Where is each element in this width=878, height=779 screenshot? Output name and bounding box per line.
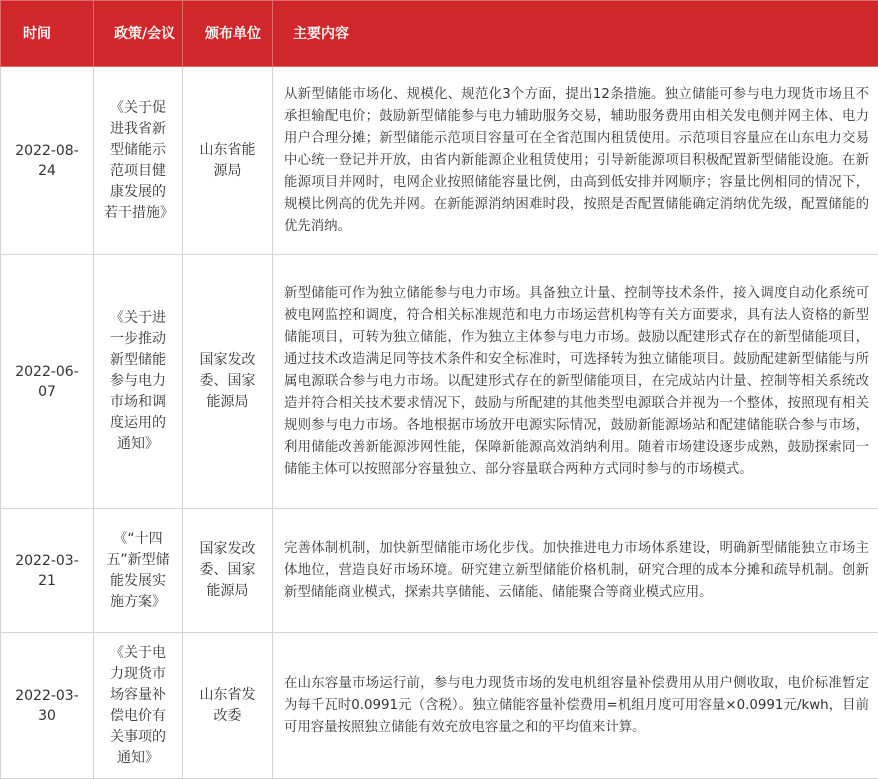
table-row	[1, 255, 878, 509]
issuer-cell: 山东省发改委	[183, 633, 273, 779]
issuer-cell: 国家发改委、国家能源局	[183, 509, 273, 633]
header-time: 时间	[1, 1, 94, 67]
table-row	[1, 633, 878, 779]
content-cell: 从新型储能市场化、规模化、规范化3个方面，提出12条措施。独立储能可参与电力现货市场且不承担输配电价；鼓励新型储能参与电力辅助服务交易，辅助服务费用由相关发电侧并网主体、电力用户合理分摊；新型储能示范项目容量可在全省范围内租赁使用。示范项目容量应在山东电力交易中心统一登记并开放，由省内新能源企业租赁使用；引导新能源项目积极配置新型储能设施。在新能源项目并网时，电网企业按照储能容量比例，由高到低安排并网顺序；容量比例相同的情况下，规模比例高的优先并网。在新能源消纳困难时段，按照是否配置储能确定消纳优先级，配置储能的优先消纳。	[273, 67, 878, 255]
header-content: 主要内容	[273, 1, 878, 67]
issuer-cell: 国家发改委、国家能源局	[183, 255, 273, 509]
table-row	[1, 509, 878, 633]
table-header-row	[1, 1, 878, 67]
issuer-cell: 山东省能源局	[183, 67, 273, 255]
content-cell: 新型储能可作为独立储能参与电力市场。具备独立计量、控制等技术条件，接入调度自动化系统可被电网监控和调度，符合相关标准规范和电力市场运营机构等有关方面要求，具有法人资格的新型储能项目，可转为独立储能，作为独立主体参与电力市场。鼓励以配建形式存在的新型储能项目，通过技术改造满足同等技术条件和安全标准时，可选择转为独立储能项目。鼓励配建新型储能与所属电源联合参与电力市场。以配建形式存在的新型储能项目，在完成站内计量、控制等相关系统改造并符合相关技术要求情况下，鼓励与所配建的其他类型电源联合并视为一个整体，按照现有相关规则参与电力市场。各地根据市场放开电源实际情况，鼓励新能源场站和配建储能联合参与市场，利用储能改善新能源涉网性能，保障新能源高效消纳利用。随着市场建设逐步成熟，鼓励探索同一储能主体可以按照部分容量独立、部分容量联合两种方式同时参与的市场模式。	[273, 255, 878, 509]
content-cell: 完善体制机制，加快新型储能市场化步伐。加快推进电力市场体系建设，明确新型储能独立市场主体地位，营造良好市场环境。研究建立新型储能价格机制，研究合理的成本分摊和疏导机制。创新新型储能商业模式，探索共享储能、云储能、储能聚合等商业模式应用。	[273, 509, 878, 633]
header-policy: 政策/会议	[94, 1, 183, 67]
date-cell: 2022-03-30	[1, 633, 94, 779]
date-cell: 2022-03-21	[1, 509, 94, 633]
policy-cell: 《“十四五”新型储能发展实施方案》	[94, 509, 183, 633]
date-cell: 2022-06-07	[1, 255, 94, 509]
table-row	[1, 67, 878, 255]
header-issuer: 颁布单位	[183, 1, 273, 67]
content-cell: 在山东容量市场运行前，参与电力现货市场的发电机组容量补偿费用从用户侧收取，电价标准暂定为每千瓦时0.0991元（含税）。独立储能容量补偿费用=机组月度可用容量×0.0991元/kwh，目前可用容量按照独立储能有效充放电容量之和的平均值来计算。	[273, 633, 878, 779]
policy-cell: 《关于进一步推动新型储能参与电力市场和调度运用的通知》	[94, 255, 183, 509]
policy-cell: 《关于电力现货市场容量补偿电价有关事项的通知》	[94, 633, 183, 779]
date-cell: 2022-08-24	[1, 67, 94, 255]
policy-cell: 《关于促进我省新型储能示范项目健康发展的若干措施》	[94, 67, 183, 255]
